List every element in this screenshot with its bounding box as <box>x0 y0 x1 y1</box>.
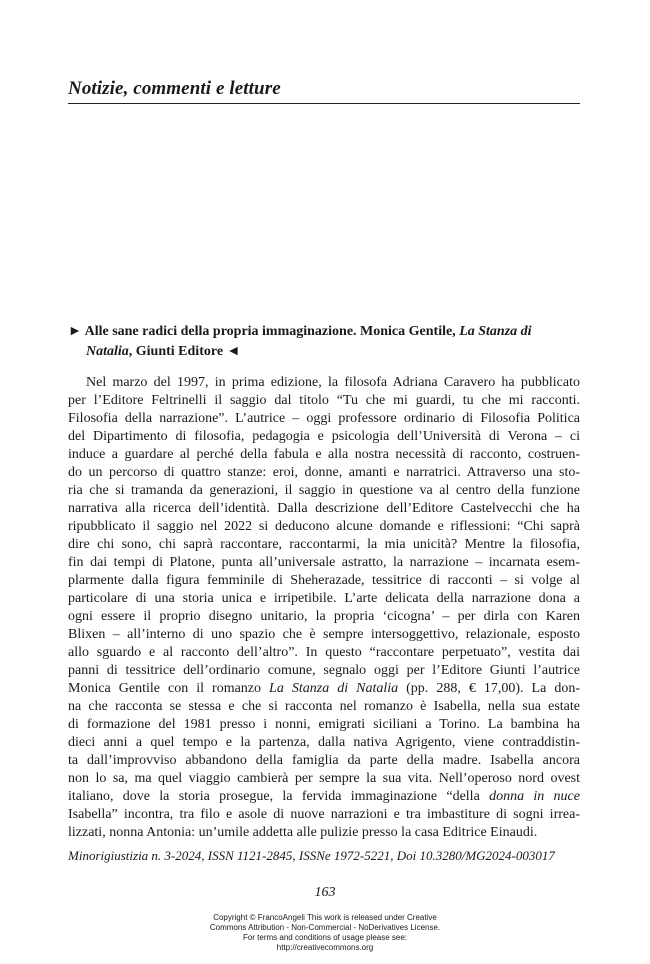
body-line: allo sguardo e al racconto dell’altro”. In questo “raccontare perpetuato”, vestita dai <box>68 645 580 660</box>
article-body <box>68 374 580 842</box>
body-line: ta dall’improvviso abbandono della famiglia da parte della madre. Isabella ancora <box>68 753 580 768</box>
body-line: Filosofia della narrazione”. L’autrice – oggi professore ordinario di Filosofia Politica <box>68 411 580 426</box>
copyright-line: Copyright © FrancoAngeli This work is released under Creative <box>213 913 437 922</box>
body-line: ria che si tramanda da generazioni, il saggio in questione va al centro della funzione <box>68 483 580 498</box>
heading-suffix: , Giunti Editore ◄ <box>128 344 241 359</box>
heading-line-2 <box>68 342 580 362</box>
body-line: lizzati, nonna Antonia: un’umile addetta alle pulizie presso la casa Editrice Einaudi. <box>68 825 538 840</box>
copyright-line: Commons Attribution - Non-Commercial - NoDerivatives License. <box>209 923 441 932</box>
body-line: Monica Gentile con il romanzo La Stanza di Natalia (pp. 288, € 17,00). La don- <box>68 681 580 696</box>
body-line: non lo sa, ma quel viaggio cambierà per sempre la sua vita. Nell’operoso nord ovest <box>68 771 580 786</box>
body-line: Isabella” incontra, tra filo e asole di nuove narrazioni e tra imbastiture di sogni irrea- <box>68 807 580 822</box>
body-line: particolare di una storia unica e irripetibile. L’arte delicata della narrazione dona a <box>68 591 580 606</box>
italic-phrase: donna in nuce <box>489 789 580 804</box>
body-line: dire chi sono, chi saprà raccontare, raccontarmi, la mia unicità? Mentre la filosofia, <box>68 537 580 552</box>
copyright-notice <box>0 913 650 953</box>
body-line: panni di tessitrice dell’ordinario comune, segnalo oggi per l’Editore Giunti l’autrice <box>68 663 580 678</box>
body-line: per l’Editore Feltrinelli il saggio dal titolo “Tu che mi guardi, tu che mi racconti. <box>68 393 580 408</box>
article-heading <box>68 322 580 362</box>
copyright-link[interactable]: http://creativecommons.org <box>276 943 374 952</box>
section-title: Notizie, commenti e letture <box>68 78 281 99</box>
body-line: na che racconta se stessa e che si racconta nel romanzo è Isabella, nella sua estate <box>68 699 580 714</box>
body-line: do un percorso di quattro stanze: eroi, donne, amanti e narratrici. Attraverso una sto- <box>68 465 580 480</box>
body-line: plarmente dalla figura femminile di Sheherazade, tessitrice di racconti – si volge al <box>68 573 580 588</box>
title-rule <box>68 103 580 104</box>
body-line: fin dai tempi di Platone, punta all’universale astratto, la narrazione – incarnata esem- <box>68 555 580 570</box>
body-line: narrativa alla ricerca dell’identità. Dalla descrizione dell’Editore Castelvecchi che ha <box>68 501 580 516</box>
page-number: 163 <box>314 885 336 900</box>
heading-line-1 <box>68 322 580 342</box>
copyright-line: For terms and conditions of usage please see: <box>242 933 408 942</box>
heading-book-title-part1: La Stanza di <box>459 324 532 339</box>
body-line: ripubblicato il saggio nel 2022 si deducono alcune domande e riflessioni: “Chi saprà <box>68 519 580 534</box>
body-line: di formazione del 1981 presso i nonni, emigrati siciliani a Torino. La bambina ha <box>68 717 580 732</box>
italic-phrase: La Stanza di Natalia <box>269 681 399 696</box>
body-line: induce a guardare al perché della fabula e alla nostra necessità di racconto, costruen- <box>68 447 580 462</box>
body-line: Nel marzo del 1997, in prima edizione, la filosofa Adriana Caravero ha pubblicato <box>86 375 580 390</box>
heading-prefix: ► Alle sane radici della propria immaginazione. Monica Gentile, <box>68 324 460 339</box>
heading-book-title-part2: Natalia <box>86 344 129 359</box>
body-line: dieci anni a quel tempo e la partenza, dalla nativa Agrigento, viene contraddistin- <box>68 735 580 750</box>
body-line: Blixen – all’interno di uno spazio che è sempre intersoggettivo, relazionale, esposto <box>68 627 580 642</box>
body-line: del Dipartimento di filosofia, pedagogia e psicologia dell’Università di Verona – ci <box>68 429 580 444</box>
journal-citation: Minorigiustizia n. 3-2024, ISSN 1121-2845, ISSNe 1972-5221, Doi 10.3280/MG2024-003017 <box>68 848 555 863</box>
body-line: italiano, dove la storia prosegue, la fervida immaginazione “della donna in nuce <box>68 789 580 804</box>
body-line: ogni essere il proprio disegno unitario, la propria ‘cicogna’ – per dirla con Karen <box>68 609 580 624</box>
